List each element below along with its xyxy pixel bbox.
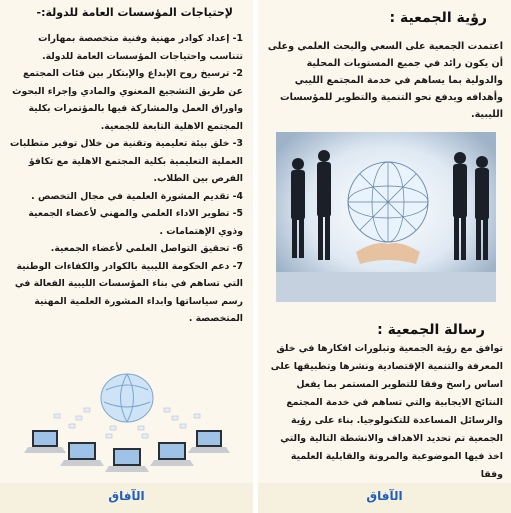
business-globe-image <box>276 132 496 302</box>
needs-list <box>8 30 243 328</box>
needs-panel <box>0 0 253 513</box>
needs-item-7: 7- دعم الحكومة الليبية بالكوادر والكفاءات الوطنية التي تساهم في بناء المؤسسات الليبية الفعالة في رسم سياساتها وابداء المشورة العلمية المهنية المتخصصة . <box>14 260 243 324</box>
needs-item-3: 3- خلق بيئة تعليمية وتقنية من خلال توفير متطلبات العملية التعليمية بكلية المجتمع الاهلية مع تكافؤ الفرص بين الطلاب. <box>10 138 243 184</box>
footer-bar-left <box>0 483 253 513</box>
needs-item-6: 6- تحقيق التواصل العلمي لأعضاء الجمعية. <box>50 243 243 254</box>
mission-title: رسالة الجمعية : <box>377 322 485 338</box>
needs-item-5: 5- تطوير الاداء العلمي والمهني لأعضاء الجمعية وذوي الإهتمامات . <box>28 208 243 237</box>
footer-logo-left: الآفاق <box>108 489 145 503</box>
mission-text: توافق مع رؤية الجمعية وتبلورات افكارها في خلق المعرفة والتنمية الإقتصادية ونشرها وتطبيقها على اساس راسخ وفقا للتطوير المستمر بما يفعل النتائج الايجابية والتي تساهم في خدمة المجتمع والرسائل المساعدة للتكنولوجيا. بناء على رؤية الجمعية تم تحديد الاهداف والانشطة التالية والتي اخذ فيها الموضوعية والمرونة والقابلية العلمية وفقا <box>270 343 503 480</box>
vision-text: اعتمدت الجمعية على السعي والبحث العلمي وعلى أن يكون رائد في جميع المستويات المحلية والدولية بما يساهم في خدمة المجتمع الليبي وأهدافه ويدفع نحو التنمية والتطوير للمؤسسات الليبية. <box>267 41 503 120</box>
vision-title: رؤية الجمعية : <box>389 10 487 26</box>
network-computers-image <box>14 360 240 478</box>
footer-logo-right: الآفاق <box>366 489 403 503</box>
vision-mission-panel <box>258 0 511 513</box>
needs-title: لإحتياجات المؤسسات العامة للدولة:- <box>36 6 233 19</box>
footer-bar-right <box>258 483 511 513</box>
needs-item-2: 2- ترسيخ روح الإبداع والإبتكار بين فئات المجتمع عن طريق التشجيع المعنوي والمادي وإجراء البحوث واوراق العمل والمشاركة فيها بالمؤتمرات بكلية المجتمع الاهلية التابعة للجمعية. <box>12 68 243 132</box>
needs-item-4: 4- تقديم المشورة العلمية في مجال التخصص . <box>31 190 243 202</box>
needs-item-1: 1- إعداد كوادر مهنية وفنية متخصصة بمهارات تتناسب واحتياجات المؤسسات العامة للدولة. <box>38 33 243 62</box>
